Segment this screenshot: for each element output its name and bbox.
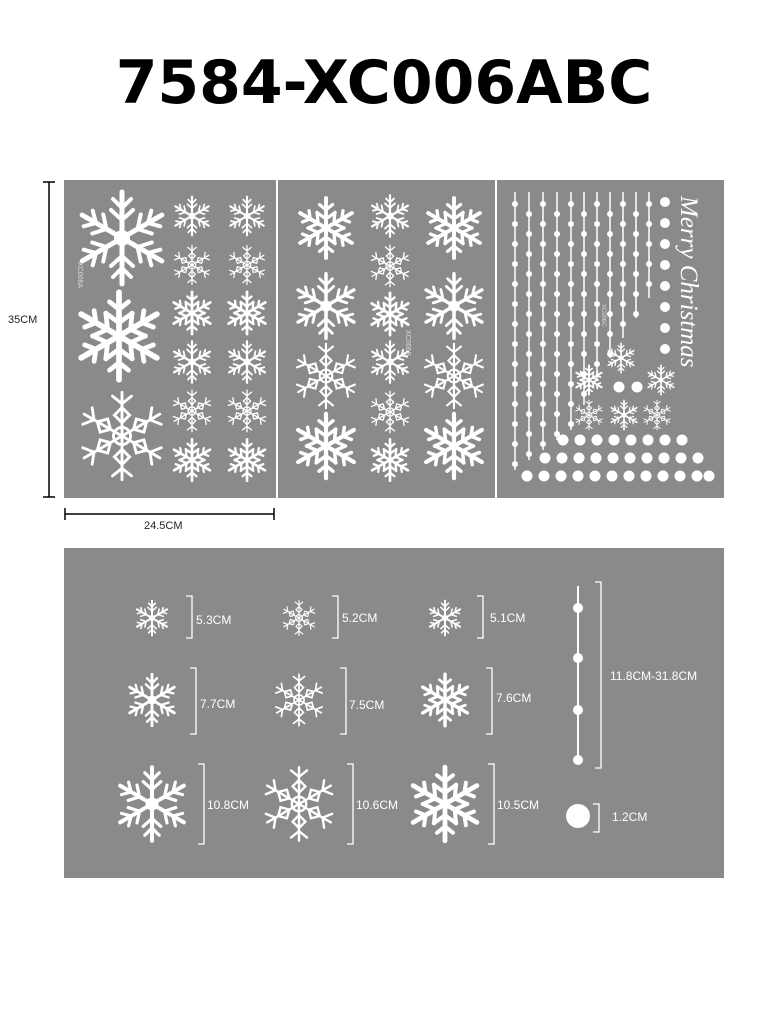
size-label-row1-col3: 5.1CM	[490, 611, 526, 625]
loose-dot	[677, 435, 688, 446]
size-chart-panel	[64, 548, 724, 878]
string-dot	[512, 421, 518, 427]
loose-dot	[660, 218, 670, 228]
string-dot	[540, 301, 546, 307]
size-label-row2-col3: 7.6CM	[496, 691, 532, 705]
string-dot	[540, 401, 546, 407]
sticker-sheet-a	[64, 180, 276, 498]
loose-dot	[660, 197, 670, 207]
string-dot	[512, 261, 518, 267]
string-dot	[646, 241, 652, 247]
size-label-row2-col1: 7.7CM	[200, 697, 236, 711]
loose-dot	[659, 453, 670, 464]
string-dot	[554, 351, 560, 357]
string-dot	[554, 311, 560, 317]
loose-dot	[660, 260, 670, 270]
string-dot	[526, 431, 532, 437]
string-dot	[568, 301, 574, 307]
loose-dot	[660, 323, 670, 333]
string-dot	[526, 271, 532, 277]
string-dot	[512, 361, 518, 367]
string-dot	[554, 231, 560, 237]
sheet-a-code: XC006A	[76, 262, 83, 289]
string-dot	[554, 291, 560, 297]
string-dot	[554, 431, 560, 437]
string-dot	[594, 261, 600, 267]
loose-dot	[660, 239, 670, 249]
size-label-row2-col2: 7.5CM	[349, 698, 385, 712]
string-dot	[568, 321, 574, 327]
string-dot	[526, 251, 532, 257]
string-dot	[581, 291, 587, 297]
sticker-sheet-b	[278, 180, 495, 498]
loose-dot	[522, 471, 533, 482]
string-dot	[512, 381, 518, 387]
loose-dot	[557, 453, 568, 464]
string-dot	[646, 281, 652, 287]
loose-dot	[558, 435, 569, 446]
loose-dot	[660, 435, 671, 446]
height-dimension-line	[40, 180, 60, 500]
string-dot	[540, 281, 546, 287]
size-label-row3-col2: 10.6CM	[356, 798, 399, 812]
loose-dot	[540, 453, 551, 464]
string-dot	[633, 271, 639, 277]
string-dot	[594, 281, 600, 287]
string-dot	[526, 211, 532, 217]
string-dot	[512, 321, 518, 327]
string-dot	[526, 411, 532, 417]
string-dot	[620, 281, 626, 287]
string-dot	[581, 351, 587, 357]
string-dot	[568, 281, 574, 287]
loose-dot	[556, 471, 567, 482]
string-dot	[512, 241, 518, 247]
size-label-row3-col1: 10.8CM	[207, 798, 250, 812]
string-dot	[607, 311, 613, 317]
string-dot	[540, 361, 546, 367]
loose-dot	[676, 453, 687, 464]
size-chart-graphics	[64, 548, 724, 878]
loose-dot	[692, 471, 703, 482]
string-dot	[568, 401, 574, 407]
string-dot	[581, 331, 587, 337]
string-dot	[568, 221, 574, 227]
string-dot	[554, 371, 560, 377]
string-dot	[526, 331, 532, 337]
loose-dot	[574, 453, 585, 464]
string-dot	[633, 251, 639, 257]
string-dot	[620, 221, 626, 227]
string-dot	[512, 281, 518, 287]
string-dot	[594, 201, 600, 207]
string-dot	[646, 221, 652, 227]
string-dot	[620, 301, 626, 307]
string-dot	[607, 211, 613, 217]
loose-dot	[624, 471, 635, 482]
loose-dot	[693, 453, 704, 464]
string-dot	[607, 331, 613, 337]
string-dot	[646, 201, 652, 207]
string-dot	[512, 441, 518, 447]
string-dot	[620, 321, 626, 327]
loose-dot	[590, 471, 601, 482]
loose-dot	[607, 471, 618, 482]
loose-dot	[573, 471, 584, 482]
string-dot	[554, 391, 560, 397]
string-dot	[594, 221, 600, 227]
string-dot	[540, 241, 546, 247]
string-dot	[526, 311, 532, 317]
string-dot	[607, 251, 613, 257]
string-dot	[554, 251, 560, 257]
string-dot	[568, 381, 574, 387]
string-dot	[512, 221, 518, 227]
string-dot	[581, 271, 587, 277]
string-dot	[594, 361, 600, 367]
string-dot	[568, 201, 574, 207]
string-dot	[568, 261, 574, 267]
loose-dot	[625, 453, 636, 464]
string-dot	[568, 361, 574, 367]
loose-dot	[539, 471, 550, 482]
string-dot	[512, 341, 518, 347]
string-dot	[581, 231, 587, 237]
sheet-a-snowflakes	[64, 180, 276, 498]
loose-dot	[614, 382, 625, 393]
string-dot	[554, 411, 560, 417]
string-dot	[594, 321, 600, 327]
product-code-title: 7584-XC006ABC	[115, 48, 653, 118]
string-dot	[540, 321, 546, 327]
string-dot	[540, 261, 546, 267]
string-dot	[633, 231, 639, 237]
string-dot	[607, 291, 613, 297]
loose-dot	[632, 382, 643, 393]
string-dot	[633, 311, 639, 317]
loose-dot	[660, 302, 670, 312]
merry-christmas-text: Merry Christmas	[675, 196, 702, 368]
loose-dot	[592, 435, 603, 446]
string-dot	[646, 261, 652, 267]
string-dot	[540, 201, 546, 207]
loose-dot	[704, 471, 715, 482]
string-dot	[633, 291, 639, 297]
dot-size-label: 1.2CM	[612, 810, 648, 824]
loose-dot	[608, 453, 619, 464]
sheet-b-code: XC006B	[404, 330, 411, 357]
string-dot	[620, 201, 626, 207]
string-dot	[540, 441, 546, 447]
string-dot	[554, 271, 560, 277]
string-dot	[540, 221, 546, 227]
string-dot	[526, 291, 532, 297]
string-dot	[512, 461, 518, 467]
string-dot	[568, 421, 574, 427]
string-dot	[540, 381, 546, 387]
string-dot	[607, 271, 613, 277]
string-dot	[594, 301, 600, 307]
string-dot	[568, 341, 574, 347]
string-dot	[581, 211, 587, 217]
loose-dot	[609, 435, 620, 446]
loose-dot	[660, 344, 670, 354]
loose-dot	[660, 281, 670, 291]
string-dot	[540, 421, 546, 427]
string-dot	[620, 261, 626, 267]
loose-dot	[642, 453, 653, 464]
string-dot	[512, 401, 518, 407]
string-dot	[581, 251, 587, 257]
sticker-sheet-c	[497, 180, 724, 498]
loose-dot	[675, 471, 686, 482]
string-dot	[554, 331, 560, 337]
loose-dot	[643, 435, 654, 446]
string-dot	[568, 241, 574, 247]
sheet-b-snowflakes	[278, 180, 495, 498]
string-dot	[526, 451, 532, 457]
string-dot	[554, 211, 560, 217]
string-dot	[526, 231, 532, 237]
size-label-row1-col1: 5.3CM	[196, 613, 232, 627]
string-dot	[512, 201, 518, 207]
string-dot	[581, 311, 587, 317]
loose-dot	[591, 453, 602, 464]
height-label: 35CM	[8, 314, 38, 326]
string-dot	[607, 231, 613, 237]
string-dot	[526, 351, 532, 357]
string-dot	[512, 301, 518, 307]
loose-dot	[626, 435, 637, 446]
string-dot	[633, 211, 639, 217]
string-dot	[594, 341, 600, 347]
string-dot	[594, 241, 600, 247]
size-label-row3-col3: 10.5CM	[497, 798, 540, 812]
width-label: 24.5CM	[144, 520, 183, 532]
string-dot	[526, 371, 532, 377]
loose-dot	[641, 471, 652, 482]
string-dot	[540, 341, 546, 347]
string-dot	[620, 241, 626, 247]
string-length-label: 11.8CM-31.8CM	[610, 669, 698, 683]
sheet-c-decals	[497, 180, 724, 498]
loose-dot	[575, 435, 586, 446]
sheet-c-code: XC006C	[600, 304, 606, 327]
string-dot	[526, 391, 532, 397]
size-label-row1-col2: 5.2CM	[342, 611, 378, 625]
loose-dot	[658, 471, 669, 482]
